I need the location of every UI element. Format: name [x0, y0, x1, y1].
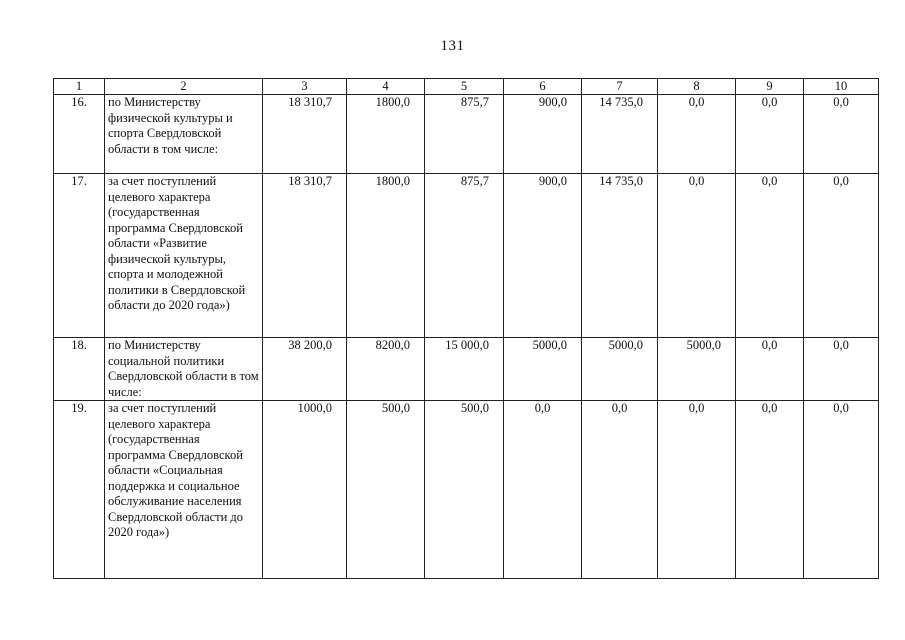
- row-name: за счет поступлений целевого характера (государственная программа Свердловской области «Социальная поддержка и социальное обслуживание населения Свердловской области до 2020 года»): [105, 401, 263, 579]
- cell-col10: 0,0: [804, 401, 879, 579]
- cell-col5: 875,7: [425, 174, 504, 338]
- cell-col9: 0,0: [736, 401, 804, 579]
- column-header: 7: [582, 79, 658, 95]
- cell-col4: 8200,0: [347, 338, 425, 401]
- row-number: 17.: [54, 174, 105, 338]
- column-header: 10: [804, 79, 879, 95]
- cell-col8: 0,0: [658, 95, 736, 174]
- cell-col3: 38 200,0: [263, 338, 347, 401]
- column-header: 3: [263, 79, 347, 95]
- column-header: 1: [54, 79, 105, 95]
- column-header: 6: [504, 79, 582, 95]
- table-row: [54, 338, 879, 401]
- cell-col10: 0,0: [804, 338, 879, 401]
- row-name: по Министерству физической культуры и спорта Свердловской области в том числе:: [105, 95, 263, 174]
- cell-col8: 0,0: [658, 401, 736, 579]
- cell-col6: 900,0: [504, 95, 582, 174]
- cell-col8: 0,0: [658, 174, 736, 338]
- cell-col6: 5000,0: [504, 338, 582, 401]
- cell-col10: 0,0: [804, 174, 879, 338]
- row-name: по Министерству социальной политики Свердловской области в том числе:: [105, 338, 263, 401]
- cell-col6: 900,0: [504, 174, 582, 338]
- budget-table: [53, 78, 879, 579]
- cell-col4: 1800,0: [347, 174, 425, 338]
- cell-col6: 0,0: [504, 401, 582, 579]
- cell-col4: 1800,0: [347, 95, 425, 174]
- cell-col7: 5000,0: [582, 338, 658, 401]
- row-number: 18.: [54, 338, 105, 401]
- cell-col7: 14 735,0: [582, 174, 658, 338]
- cell-col9: 0,0: [736, 95, 804, 174]
- cell-col3: 1000,0: [263, 401, 347, 579]
- table-row: [54, 401, 879, 579]
- column-header-row: [54, 79, 879, 95]
- cell-col9: 0,0: [736, 338, 804, 401]
- cell-col7: 0,0: [582, 401, 658, 579]
- row-number: 19.: [54, 401, 105, 579]
- cell-col8: 5000,0: [658, 338, 736, 401]
- cell-col5: 875,7: [425, 95, 504, 174]
- cell-col3: 18 310,7: [263, 95, 347, 174]
- column-header: 9: [736, 79, 804, 95]
- cell-col10: 0,0: [804, 95, 879, 174]
- table-row: [54, 174, 879, 338]
- cell-col5: 15 000,0: [425, 338, 504, 401]
- cell-col7: 14 735,0: [582, 95, 658, 174]
- column-header: 2: [105, 79, 263, 95]
- column-header: 4: [347, 79, 425, 95]
- row-name: за счет поступлений целевого характера (государственная программа Свердловской области «Развитие физической культуры, спорта и молодежной политики в Свердловской области до 2020 года»): [105, 174, 263, 338]
- table-row: [54, 95, 879, 174]
- page-number: 131: [440, 38, 465, 54]
- cell-col3: 18 310,7: [263, 174, 347, 338]
- column-header: 5: [425, 79, 504, 95]
- cell-col9: 0,0: [736, 174, 804, 338]
- cell-col4: 500,0: [347, 401, 425, 579]
- row-number: 16.: [54, 95, 105, 174]
- cell-col5: 500,0: [425, 401, 504, 579]
- column-header: 8: [658, 79, 736, 95]
